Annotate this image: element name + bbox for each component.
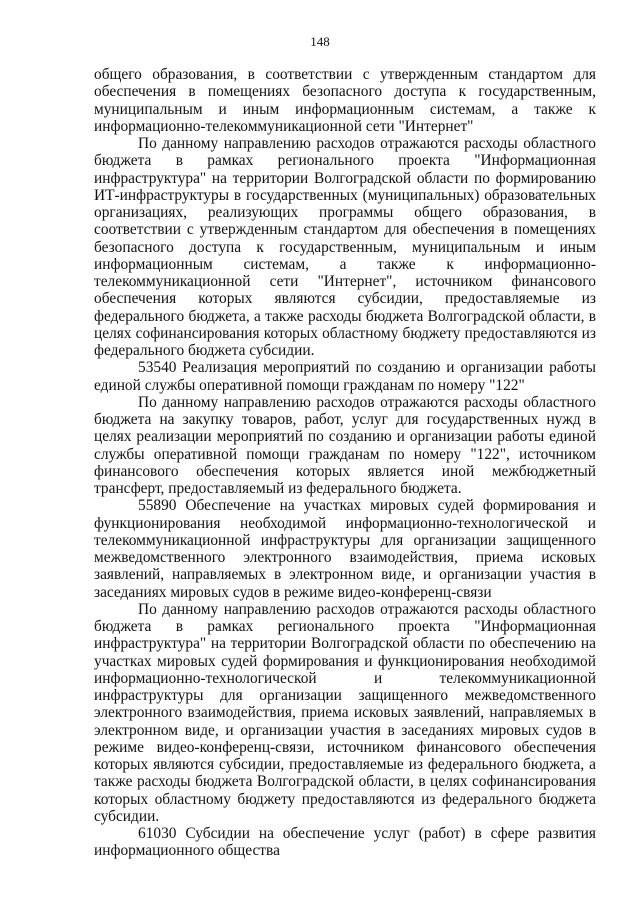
paragraph-continuation: общего образования, в соответствии с утвержденным стандартом для обеспечения в помещениях безопасного доступа к государственным, муниципальным и иным информационным системам, а также к информационно-телекоммуникационной сети "Интернет" [94, 66, 596, 135]
page-number: 148 [310, 34, 330, 49]
heading-55890: 55890 Обеспечение на участках мировых судей формирования и функционирования необходимой информационно-технологической и телекоммуникационной инфраструктуры для организации защищенного межведомственного электронного взаимодействия, приема исковых заявлений, направляемых в электронном виде, и организации участия в заседаниях мировых судов в режиме видео-конференц-связи [94, 497, 596, 601]
heading-61030: 61030 Субсидии на обеспечение услуг (работ) в сфере развития информационного общества [94, 825, 596, 860]
heading-53540: 53540 Реализация мероприятий по созданию и организации работы единой службы оперативной помощи гражданам по номеру "122" [94, 359, 596, 394]
paragraph-122-service-expenses: По данному направлению расходов отражаются расходы областного бюджета на закупку товаров, работ, услуг для государственных нужд в целях реализации мероприятий по созданию и организации работы единой службы оперативной помощи гражданам по номеру "122", источником финансового обеспечения которых является иной межбюджетный трансферт, предоставляемый из федерального бюджета. [94, 393, 596, 497]
paragraph-magistrate-infrastructure-expenses: По данному направлению расходов отражаются расходы областного бюджета в рамках регионального проекта "Информационная инфраструктура" на территории Волгоградской области по обеспечению на участках мировых судей формирования и функционирования необходимой информационно-технологической и телекоммуникационной инфраструктуры для организации защищенного межведомственного электронного взаимодействия, приема исковых заявлений, направляемых в электронном виде, и организации участия в заседаниях мировых судов в режиме видео-конференц-связи, источником финансового обеспечения которых являются субсидии, предоставляемые из федерального бюджета, а также расходы бюджета Волгоградской области, в целях софинансирования которых областному бюджету предоставляются из федерального бюджета субсидии. [94, 600, 596, 825]
document-body [94, 66, 596, 860]
paragraph-it-infrastructure-expenses: По данному направлению расходов отражаются расходы областного бюджета в рамках регионального проекта "Информационная инфраструктура" на территории Волгоградской области по формированию ИТ-инфраструктуры в государственных (муниципальных) образовательных организациях, реализующих программы общего образования, в соответствии с утвержденным стандартом для обеспечения в помещениях безопасного доступа к государственным, муниципальным и иным информационным системам, а также к информационно-телекоммуникационной сети "Интернет", источником финансового обеспечения которых являются субсидии, предоставляемые из федерального бюджета, а также расходы бюджета Волгоградской области, в целях софинансирования которых областному бюджету предоставляются из федерального бюджета субсидии. [94, 135, 596, 359]
